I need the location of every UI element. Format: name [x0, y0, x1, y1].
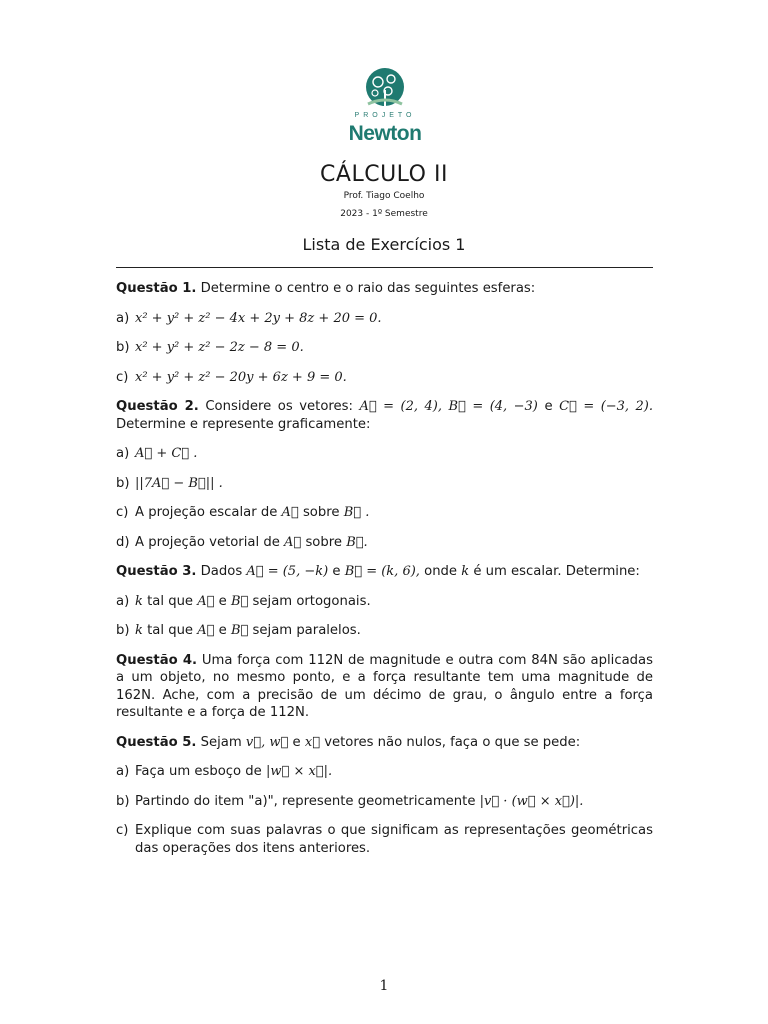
item-text: tal que [147, 623, 194, 638]
item-text: tal que [147, 593, 194, 609]
item-equation: x² + y² + z² − 2z − 8 = 0. [135, 340, 304, 355]
item-label: a) [116, 764, 130, 779]
item-vector: B⃗ [230, 623, 249, 638]
item-expression: |w⃗ × x⃗|. [266, 764, 333, 779]
question-label: Questão 4. [116, 652, 198, 668]
item-text: Explique com suas palavras o que significam as representações geométricas das operações dos itens anteriores. [135, 823, 653, 856]
conjunction: e [332, 564, 341, 579]
item-text: sobre [305, 534, 342, 550]
vector-w: w⃗ [269, 734, 289, 750]
scalar-k: k [461, 564, 470, 579]
item-text: e [218, 593, 227, 609]
conjunction: e [292, 734, 301, 750]
question-label: Questão 2. [116, 399, 199, 414]
question-2-item-c [116, 504, 653, 522]
question-3 [116, 563, 653, 581]
question-text: onde [424, 564, 458, 579]
item-label: a) [116, 446, 130, 461]
item-text: A projeção escalar de [135, 505, 278, 520]
vector-v: v⃗, [245, 734, 266, 750]
page-number: 1 [379, 978, 389, 994]
question-5-item-a [116, 763, 653, 781]
conjunction: e [544, 399, 553, 414]
item-label: c) [116, 505, 129, 520]
question-text-end: vetores não nulos, faça o que se pede: [324, 734, 581, 750]
vector-b: B⃗ = (4, −3) [448, 399, 538, 414]
item-text: sejam paralelos. [252, 623, 361, 638]
projeto-newton-logo [340, 66, 430, 150]
course-title: CÁLCULO II [320, 162, 448, 187]
question-text: Considere os vetores: [205, 399, 353, 414]
item-expression: ||7A⃗ − B⃗|| . [135, 475, 223, 491]
question-text: Uma força com 112N de magnitude e outra com 84N são aplicadas a um objeto, no mesmo ponto, e a força resultante tem uma magnitude de 162N. Ache, com a precisão de um décimo de grau, o ângulo entre a força resultante e a força de 112N. [116, 652, 653, 720]
item-label: b) [116, 623, 130, 638]
item-equation: x² + y² + z² − 20y + 6z + 9 = 0. [135, 369, 347, 385]
item-label: b) [116, 340, 130, 355]
question-label: Questão 5. [116, 734, 197, 750]
item-vector: B⃗ . [343, 505, 370, 520]
item-label: a) [116, 593, 130, 609]
item-text: Partindo do item "a)", represente geometricamente [135, 793, 476, 809]
vector-a: A⃗ = (2, 4), [359, 399, 442, 414]
item-text: sejam ortogonais. [252, 593, 371, 609]
divider [116, 267, 653, 268]
question-1-item-b [116, 339, 653, 357]
question-1-item-a [116, 310, 653, 328]
item-vector: A⃗ [197, 623, 215, 638]
item-label: c) [116, 369, 129, 385]
question-text: Dados [200, 564, 243, 579]
question-text: Sejam [200, 734, 242, 750]
item-equation: x² + y² + z² − 4x + 2y + 8z + 20 = 0. [135, 310, 382, 326]
question-label: Questão 3. [116, 564, 197, 579]
item-label: a) [116, 310, 130, 326]
question-1 [116, 280, 653, 298]
question-4 [116, 652, 653, 722]
vector-c: C⃗ = (−3, 2). [559, 399, 654, 414]
question-text: Determine o centro e o raio das seguintes esferas: [200, 281, 536, 296]
vector-x: x⃗ [304, 734, 321, 750]
question-5-item-c [116, 822, 653, 857]
item-text: e [218, 623, 227, 638]
item-label: b) [116, 793, 130, 809]
logo-wordmark: Newton [348, 122, 422, 145]
vector-a: A⃗ = (5, −k) [246, 564, 329, 579]
question-2-item-b [116, 475, 653, 493]
question-2-item-a [116, 445, 653, 463]
question-3-item-b [116, 622, 653, 640]
question-text-end: Determine e represente graficamente: [116, 416, 371, 432]
logo-subtitle: PROJETO [354, 112, 416, 119]
questions-body [116, 280, 653, 869]
item-expression: |v⃗ · (w⃗ × x⃗)|. [479, 793, 584, 809]
item-vector: B⃗. [346, 534, 368, 550]
question-2 [116, 398, 653, 433]
tree-emblem-icon [358, 66, 412, 112]
item-text: Faça um esboço de [135, 764, 262, 779]
scalar-k: k [135, 593, 143, 609]
item-text: sobre [302, 505, 340, 520]
question-2-item-d [116, 534, 653, 552]
item-vector: A⃗ [284, 534, 302, 550]
question-5-item-b [116, 793, 653, 811]
item-text: A projeção vetorial de [135, 534, 280, 550]
item-vector: B⃗ [230, 593, 249, 609]
professor-name: Prof. Tiago Coelho [343, 191, 425, 201]
item-label: b) [116, 475, 130, 491]
question-3-item-a [116, 593, 653, 611]
question-label: Questão 1. [116, 281, 197, 296]
question-text-end: é um escalar. Determine: [473, 564, 640, 579]
vector-b: B⃗ = (k, 6), [344, 564, 420, 579]
question-1-item-c [116, 369, 653, 387]
question-5 [116, 734, 653, 752]
item-vector: A⃗ [281, 505, 299, 520]
item-label: d) [116, 534, 130, 550]
item-label: c) [116, 823, 129, 838]
item-vector: A⃗ [197, 593, 215, 609]
scalar-k: k [135, 623, 143, 638]
exercise-list-title: Lista de Exercícios 1 [302, 235, 466, 254]
item-expression: A⃗ + C⃗ . [135, 446, 198, 461]
semester-label: 2023 - 1º Semestre [340, 209, 428, 219]
